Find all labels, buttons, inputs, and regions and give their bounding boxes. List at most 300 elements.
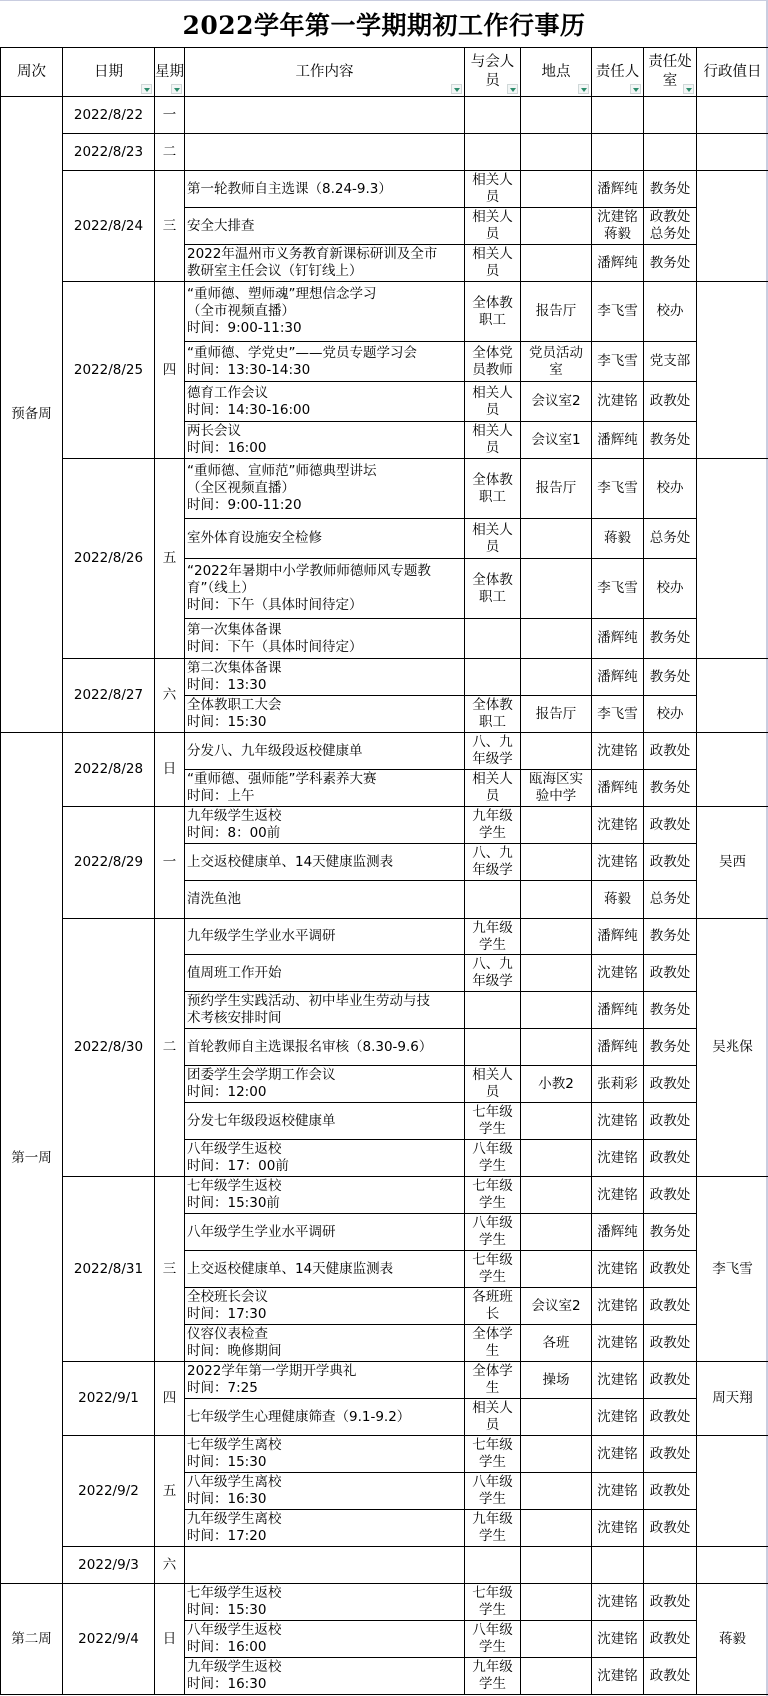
weekday-cell: 五 [155,459,185,659]
table-row [1,733,768,770]
attendees-cell: 八年级学生 [465,1140,521,1177]
attendees-cell [465,97,521,134]
content-line: 时间：晚修期间 [187,1343,462,1360]
attendees-cell [465,619,521,659]
attendees-cell: 八、九年级学 [465,955,521,992]
person-cell: 蒋毅 [592,881,644,919]
person-cell: 潘辉纯 [592,619,644,659]
date-cell: 2022/8/26 [63,459,155,659]
col-header-person: 责任人 [592,48,644,97]
office-cell: 政教处 [644,1177,697,1214]
content-cell [185,1288,465,1325]
table-row [1,919,768,955]
location-cell: 各班 [521,1325,592,1362]
content-line: 时间：12:00 [187,1084,462,1101]
attendees-cell: 相关人员 [465,1066,521,1103]
content-line: 首轮教师自主选课报名审核（8.30-9.6） [187,1039,462,1056]
person-cell: 潘辉纯 [592,1029,644,1066]
person-cell: 沈建铭 [592,1251,644,1288]
content-line: 七年级学生返校 [187,1178,462,1195]
col-header-attendees: 与会人员 [465,48,521,97]
content-line: 术考核安排时间 [187,1010,462,1027]
duty-cell: 吴兆保 [697,919,768,1177]
content-line: 育”（线上） [187,580,462,597]
content-cell [185,881,465,919]
content-cell [185,1325,465,1362]
location-cell [521,881,592,919]
location-cell [521,1103,592,1140]
table-row [1,282,768,342]
office-cell: 教务处 [644,619,697,659]
attendees-cell: 相关人员 [465,382,521,422]
table-row [1,171,768,208]
content-cell [185,844,465,881]
content-line: 时间：7:25 [187,1380,462,1397]
content-line: 时间：14:30-16:00 [187,402,462,419]
content-cell [185,1214,465,1251]
person-cell: 沈建铭 [592,1140,644,1177]
content-cell [185,208,465,245]
content-line: 团委学生会学期工作会议 [187,1067,462,1084]
weekday-cell: 日 [155,1584,185,1695]
attendees-cell: 全体学生 [465,1325,521,1362]
location-cell [521,619,592,659]
office-cell: 教务处 [644,1214,697,1251]
col-header-location: 地点 [521,48,592,97]
office-cell: 政教处 [644,1510,697,1547]
duty-cell [697,1436,768,1547]
content-line: 安全大排查 [187,218,462,235]
person-cell: 潘辉纯 [592,1214,644,1251]
content-cell [185,955,465,992]
date-cell: 2022/9/3 [63,1547,155,1584]
person-cell: 蒋毅 [592,519,644,559]
content-line: 室外体育设施安全检修 [187,530,462,547]
location-cell [521,1251,592,1288]
attendees-cell: 相关人员 [465,245,521,282]
attendees-cell: 八年级学生 [465,1621,521,1658]
attendees-cell [465,659,521,696]
location-cell [521,844,592,881]
filter-dropdown-icon[interactable] [451,84,462,94]
table-row [1,134,768,171]
filter-dropdown-icon[interactable] [141,84,152,94]
location-cell [521,1177,592,1214]
office-cell: 教务处 [644,171,697,208]
attendees-cell: 九年级学生 [465,1658,521,1695]
content-line: 时间：13:30-14:30 [187,362,462,379]
location-cell: 会议室1 [521,422,592,459]
duty-cell [697,1547,768,1584]
location-cell [521,955,592,992]
content-cell [185,1029,465,1066]
person-cell: 沈建铭 [592,1288,644,1325]
attendees-cell: 九年级学生 [465,919,521,955]
filter-dropdown-icon[interactable] [683,84,694,94]
date-cell: 2022/8/30 [63,919,155,1177]
content-cell [185,992,465,1029]
attendees-cell: 相关人员 [465,422,521,459]
content-line: 上交返校健康单、14天健康监测表 [187,854,462,871]
office-cell: 政教处 [644,1140,697,1177]
content-cell [185,733,465,770]
location-cell [521,559,592,619]
content-line: 2022学年第一学期开学典礼 [187,1363,462,1380]
duty-cell: 蒋毅 [697,1584,768,1695]
location-cell [521,171,592,208]
office-cell: 政教处 [644,1251,697,1288]
office-cell [644,97,697,134]
content-line: 八年级学生离校 [187,1474,462,1491]
table-row [1,1362,768,1399]
person-cell: 潘辉纯 [592,919,644,955]
attendees-cell: 七年级学生 [465,1177,521,1214]
location-cell: 会议室2 [521,382,592,422]
person-cell: 李飞雪 [592,459,644,519]
content-line: 第一轮教师自主选课（8.24-9.3） [187,181,462,198]
attendees-cell: 八、九年级学 [465,733,521,770]
person-cell: 李飞雪 [592,559,644,619]
location-cell [521,733,592,770]
location-cell [521,992,592,1029]
content-line: 分发七年级段返校健康单 [187,1113,462,1130]
person-cell: 沈建铭 [592,733,644,770]
location-cell: 报告厅 [521,696,592,733]
content-line: 八年级学生返校 [187,1622,462,1639]
content-line: “重师德、学党史”——党员专题学习会 [187,345,462,362]
office-cell: 政教处 [644,1288,697,1325]
content-cell [185,1362,465,1399]
content-line: 八年级学生学业水平调研 [187,1224,462,1241]
office-cell: 政教处 [644,955,697,992]
location-cell [521,245,592,282]
location-cell [521,1584,592,1621]
content-cell [185,459,465,519]
attendees-cell: 八年级学生 [465,1473,521,1510]
location-cell: 报告厅 [521,282,592,342]
attendees-cell: 相关人员 [465,770,521,807]
person-cell: 沈建铭 [592,1473,644,1510]
content-line: 时间：8：00前 [187,825,462,842]
content-cell [185,770,465,807]
person-cell: 潘辉纯 [592,992,644,1029]
attendees-cell [465,992,521,1029]
filter-dropdown-icon[interactable] [578,84,589,94]
location-cell [521,208,592,245]
filter-dropdown-icon[interactable] [630,84,641,94]
attendees-cell: 九年级学生 [465,1510,521,1547]
content-cell [185,619,465,659]
office-cell: 政教处 [644,1473,697,1510]
weekday-cell: 二 [155,919,185,1177]
office-cell: 总务处 [644,519,697,559]
weekday-cell: 三 [155,171,185,282]
person-cell: 沈建铭 [592,1436,644,1473]
col-header-date: 日期 [63,48,155,97]
location-cell [521,659,592,696]
attendees-cell [465,1547,521,1584]
col-header-content: 工作内容 [185,48,465,97]
filter-dropdown-icon[interactable] [507,84,518,94]
office-cell: 政教处 [644,1103,697,1140]
person-cell: 沈建铭 [592,1177,644,1214]
office-cell: 党支部 [644,342,697,382]
attendees-cell: 八年级学生 [465,1214,521,1251]
content-line: 七年级学生离校 [187,1437,462,1454]
content-line: （全区视频直播） [187,480,462,497]
weekday-cell: 五 [155,1436,185,1547]
person-cell [592,1547,644,1584]
date-cell: 2022/8/28 [63,733,155,807]
table-row [1,97,768,134]
person-cell: 沈建铭 [592,1584,644,1621]
person-cell: 沈建铭 [592,1362,644,1399]
office-cell: 政教处 [644,1584,697,1621]
content-line: 时间：16:00 [187,440,462,457]
person-cell: 李飞雪 [592,282,644,342]
date-cell: 2022/9/4 [63,1584,155,1695]
attendees-cell: 相关人员 [465,171,521,208]
content-line: 教研室主任会议（钉钉线上） [187,263,462,280]
person-cell: 沈建铭 [592,382,644,422]
content-line: 时间：下午（具体时间待定） [187,597,462,614]
office-cell: 总务处 [644,881,697,919]
content-cell [185,1547,465,1584]
content-cell [185,519,465,559]
location-cell [521,1547,592,1584]
location-cell [521,1029,592,1066]
location-cell [521,134,592,171]
content-line: 九年级学生离校 [187,1511,462,1528]
location-cell [521,1399,592,1436]
attendees-cell: 全体教职工 [465,459,521,519]
content-line: 时间：下午（具体时间待定） [187,639,462,656]
table-row [1,1436,768,1473]
duty-cell: 周天翔 [697,1362,768,1436]
content-line: 预约学生实践活动、初中毕业生劳动与技 [187,993,462,1010]
location-cell: 党员活动室 [521,342,592,382]
attendees-cell: 七年级学生 [465,1251,521,1288]
content-cell [185,696,465,733]
location-cell [521,919,592,955]
person-cell: 沈建铭 [592,1399,644,1436]
person-cell: 沈建铭 [592,1510,644,1547]
date-cell: 2022/8/22 [63,97,155,134]
attendees-cell: 八、九年级学 [465,844,521,881]
table-row [1,1177,768,1214]
duty-cell [697,282,768,459]
office-cell: 教务处 [644,1029,697,1066]
content-cell [185,1621,465,1658]
weekday-cell: 六 [155,1547,185,1584]
date-cell: 2022/8/31 [63,1177,155,1362]
attendees-cell: 全体教职工 [465,282,521,342]
office-cell: 政教处 [644,1621,697,1658]
weekday-cell: 日 [155,733,185,807]
attendees-cell [465,1029,521,1066]
date-cell: 2022/9/1 [63,1362,155,1436]
content-cell [185,171,465,208]
office-cell [644,1547,697,1584]
content-line: 时间：15:30前 [187,1195,462,1212]
weekday-cell: 二 [155,134,185,171]
office-cell: 校办 [644,459,697,519]
content-cell [185,1103,465,1140]
office-cell: 政教处 [644,1436,697,1473]
weekday-cell: 六 [155,659,185,733]
location-cell [521,807,592,844]
attendees-cell: 相关人员 [465,519,521,559]
content-cell [185,342,465,382]
content-cell [185,659,465,696]
person-cell [592,134,644,171]
content-line: 时间：15:30 [187,1454,462,1471]
content-line: 值周班工作开始 [187,965,462,982]
office-cell: 政教处 [644,1399,697,1436]
attendees-cell: 九年级学生 [465,807,521,844]
content-line: 九年级学生学业水平调研 [187,928,462,945]
office-cell: 教务处 [644,770,697,807]
page-title: 2022学年第一学期期初工作行事历 [0,0,768,47]
col-header-weekday: 星期 [155,48,185,97]
person-cell: 沈建铭 [592,1103,644,1140]
attendees-cell [465,881,521,919]
person-cell: 张莉彩 [592,1066,644,1103]
content-line: “重师德、塑师魂”理想信念学习 [187,286,462,303]
office-cell: 政教处 [644,382,697,422]
duty-cell [697,171,768,282]
content-line: “重师德、宣师范”师德典型讲坛 [187,463,462,480]
attendees-cell: 各班班长 [465,1288,521,1325]
location-cell [521,1510,592,1547]
date-cell: 2022/9/2 [63,1436,155,1547]
weekday-cell: 四 [155,282,185,459]
person-cell [592,97,644,134]
weekday-cell: 一 [155,97,185,134]
content-line: 时间：17：00前 [187,1158,462,1175]
content-line: 时间：17:20 [187,1528,462,1545]
content-line: “重师德、强师能”学科素养大赛 [187,771,462,788]
person-cell: 沈建铭 [592,1658,644,1695]
date-cell: 2022/8/29 [63,807,155,919]
location-cell [521,1621,592,1658]
content-line: “2022年暑期中小学教师师德师风专题教 [187,563,462,580]
office-cell: 校办 [644,696,697,733]
content-line: 九年级学生返校 [187,808,462,825]
content-line: 分发八、九年级段返校健康单 [187,743,462,760]
location-cell: 报告厅 [521,459,592,519]
weekday-cell: 一 [155,807,185,919]
person-cell: 潘辉纯 [592,245,644,282]
attendees-cell: 全体学生 [465,1362,521,1399]
content-line: 时间：16:30 [187,1491,462,1508]
content-line: 九年级学生返校 [187,1659,462,1676]
duty-cell [697,97,768,134]
person-cell: 沈建铭 [592,1621,644,1658]
office-cell: 教务处 [644,245,697,282]
office-cell: 教务处 [644,919,697,955]
location-cell [521,519,592,559]
header-row [1,48,768,97]
attendees-cell: 相关人员 [465,208,521,245]
content-cell [185,1658,465,1695]
content-cell [185,382,465,422]
duty-cell [697,459,768,659]
content-cell [185,422,465,459]
content-line: 时间：16:00 [187,1639,462,1656]
office-cell: 政教处 [644,733,697,770]
content-line: 时间：15:30 [187,1602,462,1619]
weekday-cell: 四 [155,1362,185,1436]
location-cell [521,1140,592,1177]
content-line: 七年级学生返校 [187,1585,462,1602]
content-line: （全市视频直播） [187,303,462,320]
content-cell [185,245,465,282]
location-cell [521,97,592,134]
filter-dropdown-icon[interactable] [171,84,182,94]
person-cell: 沈建铭 [592,1325,644,1362]
office-cell: 教务处 [644,659,697,696]
content-line: 第二次集体备课 [187,660,462,677]
table-row [1,807,768,844]
office-cell: 政教处 [644,1658,697,1695]
content-cell [185,919,465,955]
content-cell [185,97,465,134]
location-cell [521,1436,592,1473]
content-cell [185,807,465,844]
attendees-cell: 全体教职工 [465,696,521,733]
content-line: 全体教职工大会 [187,697,462,714]
week-cell: 预备周 [1,97,63,733]
content-line: 上交返校健康单、14天健康监测表 [187,1261,462,1278]
person-cell: 沈建铭 [592,955,644,992]
content-line: 时间：13:30 [187,677,462,694]
content-line: 第一次集体备课 [187,622,462,639]
duty-cell [697,733,768,807]
office-cell: 政教处 总务处 [644,208,697,245]
content-line: 仪容仪表检查 [187,1326,462,1343]
attendees-cell: 七年级学生 [465,1584,521,1621]
person-cell: 潘辉纯 [592,171,644,208]
duty-cell: 李飞雪 [697,1177,768,1362]
content-line: 全校班长会议 [187,1289,462,1306]
content-cell [185,1510,465,1547]
person-cell: 李飞雪 [592,696,644,733]
table-row [1,459,768,519]
person-cell: 潘辉纯 [592,659,644,696]
content-cell [185,1584,465,1621]
attendees-cell: 全体教职工 [465,559,521,619]
attendees-cell: 七年级学生 [465,1436,521,1473]
content-cell [185,282,465,342]
location-cell [521,1473,592,1510]
office-cell: 校办 [644,282,697,342]
content-line: 八年级学生返校 [187,1141,462,1158]
week-cell: 第二周 [1,1584,63,1695]
office-cell: 教务处 [644,422,697,459]
duty-cell [697,134,768,171]
table-row [1,1584,768,1621]
location-cell [521,1658,592,1695]
attendees-cell: 全体党员教师 [465,342,521,382]
duty-cell [697,659,768,733]
content-cell [185,1399,465,1436]
content-line: 两长会议 [187,423,462,440]
person-cell: 沈建铭 蒋毅 [592,208,644,245]
content-line: 时间：9:00-11:20 [187,497,462,514]
date-cell: 2022/8/25 [63,282,155,459]
content-cell [185,1251,465,1288]
